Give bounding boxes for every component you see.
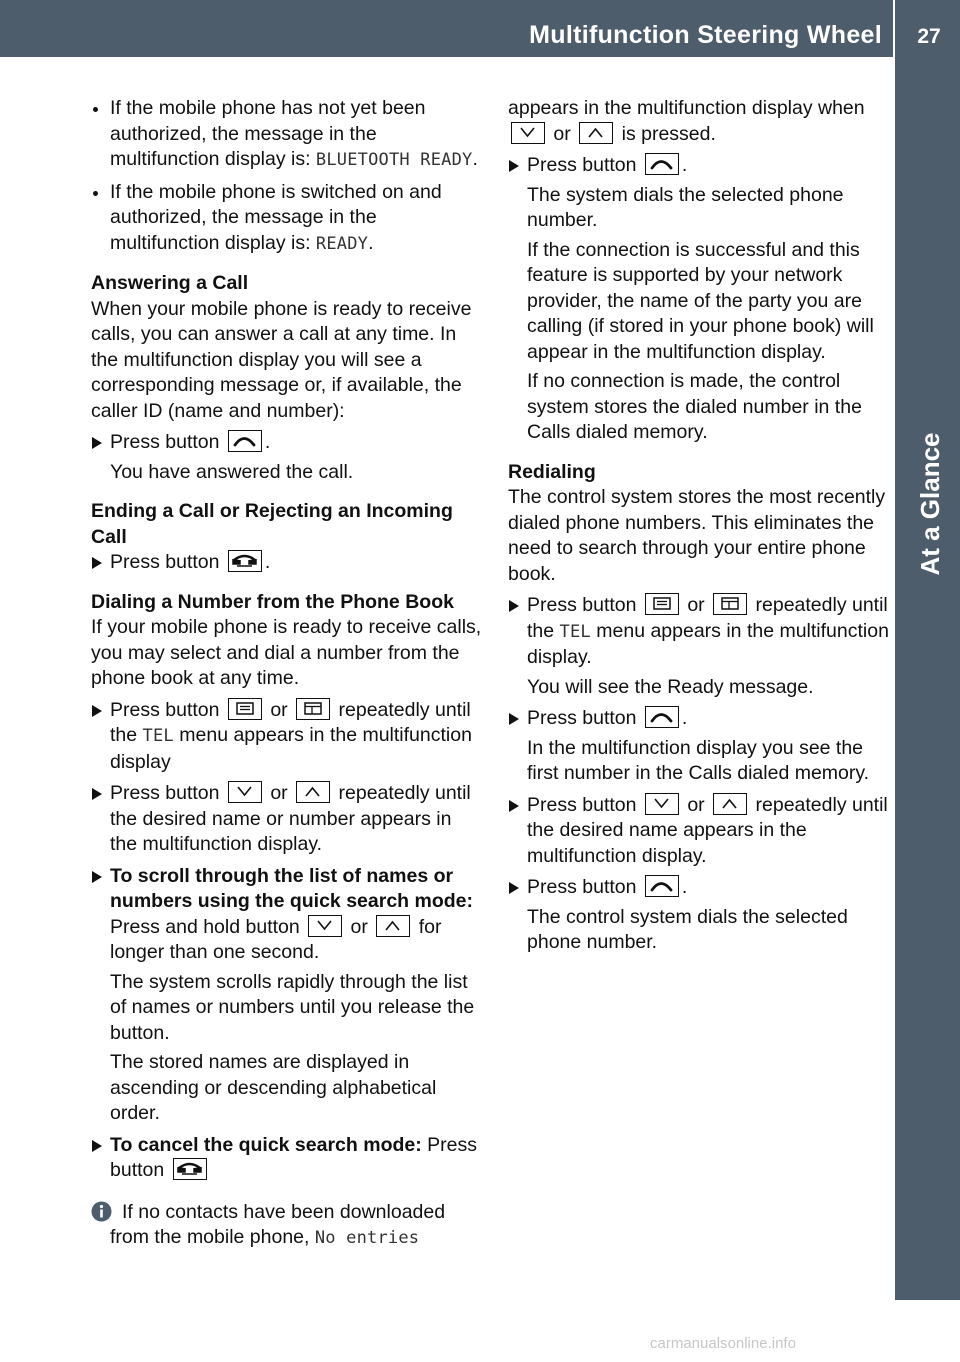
page-number: 27 (917, 25, 941, 48)
section-intro: The control system stores the most recently dialed phone numbers. This eliminates the need to search through your entire phone book. (508, 486, 886, 585)
phone-answer-icon (228, 430, 262, 452)
page-back-icon (645, 593, 679, 615)
info-icon (91, 1201, 112, 1222)
section-heading: Answering a Call (91, 272, 249, 294)
section-heading: Dialing a Number from the Phone Book (91, 590, 454, 613)
instruction-step: To cancel the quick search mode: Press button (91, 1133, 483, 1184)
info-note: If no contacts have been downloaded from the mobile phone, No entries (91, 1200, 483, 1252)
display-message: BLUETOOTH READY (315, 150, 473, 170)
scroll-up-icon (713, 793, 747, 815)
scroll-up-icon (376, 915, 410, 937)
instruction-step: Press button . The control system dials the selected phone number. (508, 875, 898, 956)
phone-answer-icon (645, 153, 679, 175)
instruction-step: Press button or repeatedly until the TEL menu appears in the multifunction display. You will see the Ready message. (508, 593, 898, 700)
scroll-down-icon (645, 793, 679, 815)
scroll-up-icon (296, 781, 330, 803)
menu-name: TEL (559, 621, 591, 642)
page-forward-icon (713, 593, 747, 615)
instruction-step: Press button . The system dials the selected phone number. If the connection is successful and this feature is supported by your network provider, the name of the party you are calling (if stored in your phone book) will appear in the multifunction display. If no connection is made, the control system stores the dialed number in the Calls dialed memory. (508, 153, 898, 446)
section-tab-label: At a Glance (915, 432, 945, 576)
right-column (508, 96, 898, 962)
section-heading: Redialing (508, 460, 596, 483)
phone-hangup-icon (173, 1158, 207, 1180)
instruction-step: Press button . In the multifunction display you see the first number in the Calls dialed memory. (508, 706, 898, 787)
instruction-step: To scroll through the list of names or numbers using the quick search mode: Press and hold button or for longer than one second. The system scrolls rapidly through the list of names or numbers until you release the button. The stored names are displayed in ascending or descending alphabetical order. (91, 864, 483, 1127)
status-bullet: If the mobile phone has not yet been authorized, the message in the multifunction display is: BLUETOOTH READY. (91, 96, 483, 174)
display-message: READY (315, 233, 369, 254)
scroll-down-icon (511, 122, 545, 144)
section-intro: If your mobile phone is ready to receive calls, you may select and dial a number from the phone book at any time. (91, 616, 482, 689)
scroll-down-icon (228, 781, 262, 803)
section-heading: Ending a Call or Rejecting an Incoming Call (91, 500, 453, 548)
instruction-step: Press button . You have answered the call. (91, 430, 483, 485)
left-column (91, 96, 483, 1252)
header-divider (893, 0, 895, 57)
continued-text: appears in the multifunction display when or is pressed. (508, 97, 865, 145)
display-message: No entries (314, 1228, 420, 1248)
page-back-icon (228, 698, 262, 720)
instruction-step: Press button or repeatedly until the desired name appears in the multifunction display. (508, 793, 898, 870)
page-forward-icon (296, 698, 330, 720)
phone-answer-icon (645, 875, 679, 897)
scroll-up-icon (579, 122, 613, 144)
phone-hangup-icon (228, 550, 262, 572)
watermark: carmanualsonline.info (650, 1335, 796, 1352)
instruction-step: Press button . (91, 550, 483, 576)
instruction-step: Press button or repeatedly until the TEL menu appears in the multifunction display (91, 698, 483, 776)
status-bullet: If the mobile phone is switched on and authorized, the message in the multifunction display is: READY. (91, 180, 483, 258)
menu-name: TEL (142, 726, 174, 746)
scroll-down-icon (308, 915, 342, 937)
section-intro: When your mobile phone is ready to receive calls, you can answer a call at any time. In the multifunction display you will see a corresponding message or, if available, the caller ID (name and number): (91, 297, 472, 422)
phone-answer-icon (645, 706, 679, 728)
page-title: Multifunction Steering Wheel (529, 21, 882, 49)
instruction-step: Press button or repeatedly until the desired name or number appears in the multifunction display. (91, 781, 483, 858)
section-tab (895, 57, 960, 1300)
section-tab-label-wrap (912, 375, 946, 635)
